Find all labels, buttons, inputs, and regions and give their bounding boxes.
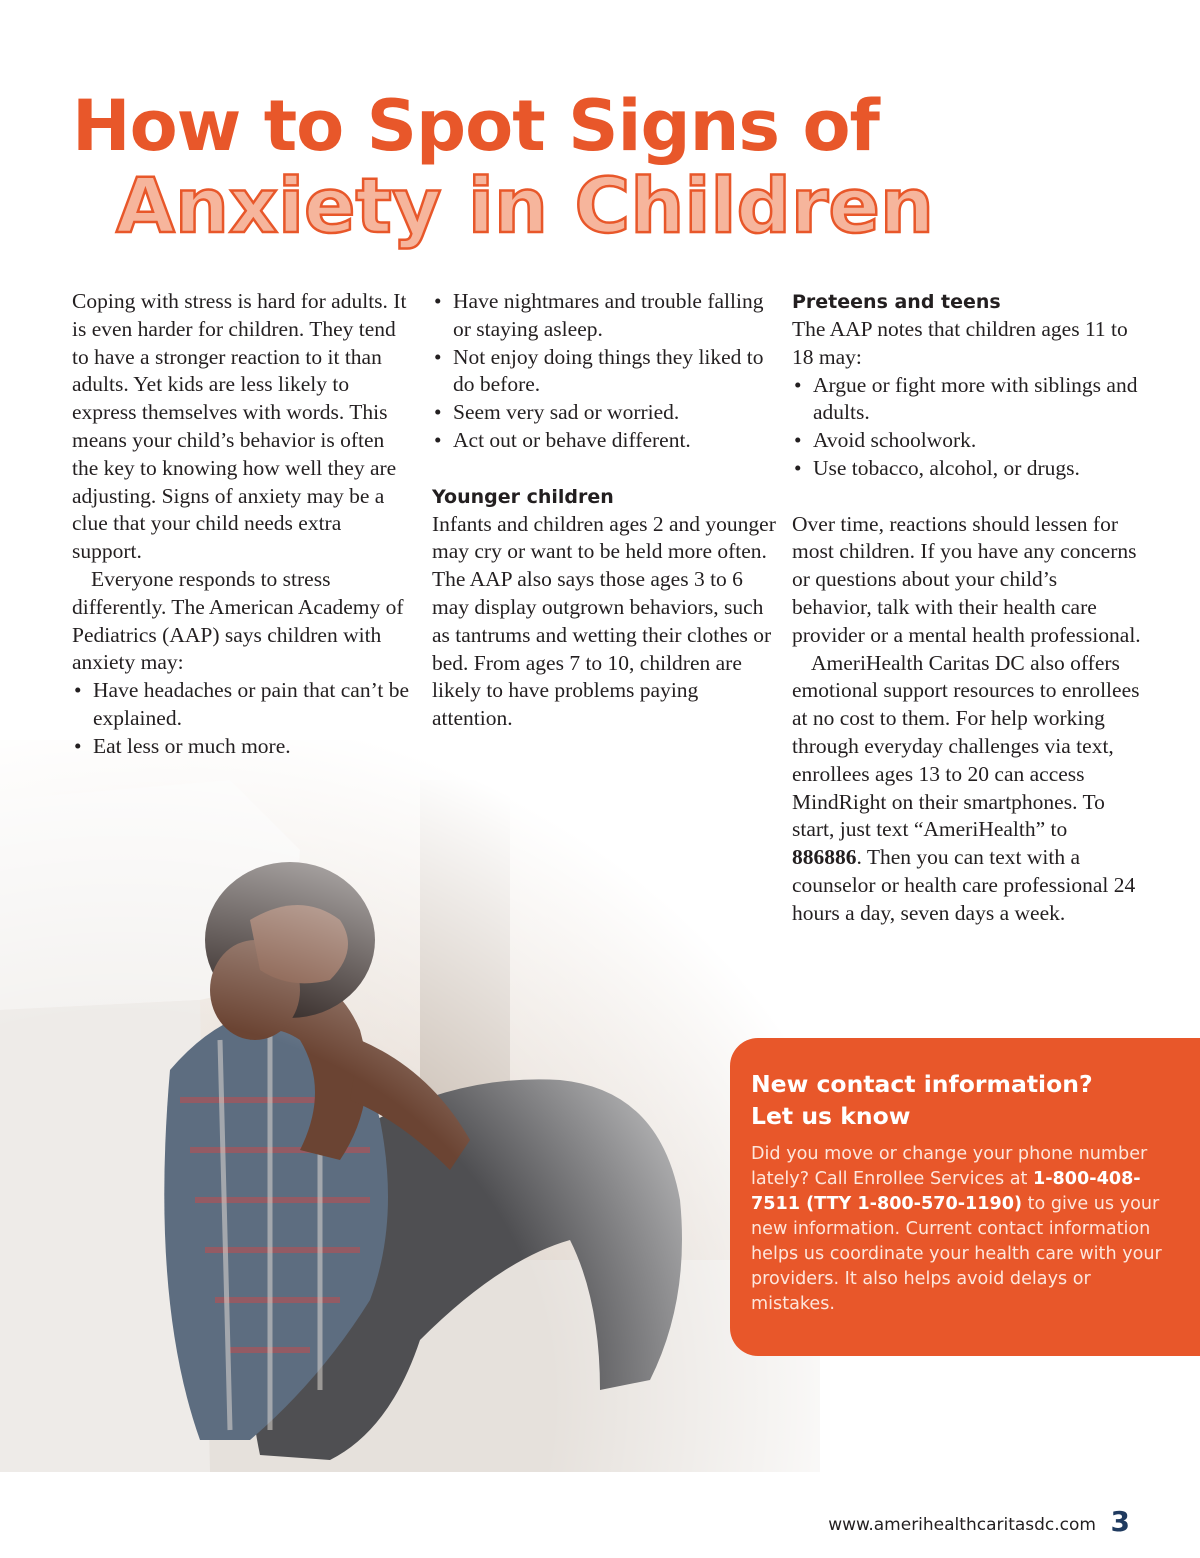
page-number: 3 bbox=[1110, 1505, 1130, 1538]
contact-callout-title bbox=[751, 1068, 1180, 1132]
column-3 bbox=[792, 288, 1142, 928]
column-1 bbox=[72, 288, 412, 761]
preteens-heading: Preteens and teens bbox=[792, 291, 1001, 313]
aap-paragraph: Everyone responds to stress differently. The American Academy of Pediatrics (AAP) says children with anxiety may: bbox=[72, 566, 404, 675]
amerihealth-text-after: . Then you can text with a counselor or health care professional 24 hours a day, seven days a week. bbox=[792, 845, 1136, 925]
anxiety-signs-list-1 bbox=[72, 677, 412, 760]
contact-info-callout bbox=[730, 1038, 1200, 1356]
contact-title-line2: Let us know bbox=[751, 1102, 911, 1130]
over-time-paragraph: Over time, reactions should lessen for most children. If you have any concerns or questions about your child’s behavior, talk with their health care provider or a mental health professional. bbox=[792, 511, 1141, 647]
list-item: • Have headaches or pain that can’t be explained. bbox=[72, 677, 412, 733]
list-item: • Argue or fight more with siblings and adults. bbox=[792, 372, 1142, 428]
list-item: • Eat less or much more. bbox=[72, 733, 412, 761]
child-photo bbox=[0, 740, 820, 1472]
list-item: • Not enjoy doing things they liked to do before. bbox=[432, 344, 777, 400]
page-title-line1: How to Spot Signs of bbox=[72, 85, 880, 167]
contact-callout-body bbox=[751, 1142, 1180, 1317]
list-item: • Have nightmares and trouble falling or staying asleep. bbox=[432, 288, 777, 344]
mindright-text-number: 886886 bbox=[792, 845, 857, 870]
contact-body-before: Did you move or change your phone number lately? Call Enrollee Services at bbox=[751, 1144, 1148, 1189]
footer-website-url: www.amerihealthcaritasdc.com bbox=[828, 1515, 1096, 1535]
list-item: • Use tobacco, alcohol, or drugs. bbox=[792, 455, 1142, 483]
contact-title-line1: New contact information? bbox=[751, 1070, 1093, 1098]
intro-paragraph: Coping with stress is hard for adults. It is even harder for children. They tend to have a stronger reaction to it than adults. Yet kids are less likely to express themselves with words. This means your child’s behavior is often the key to knowing how well they are adjusting. Signs of anxiety may be a clue that your child needs extra support. bbox=[72, 289, 407, 564]
page-title-line2: Anxiety in Children bbox=[116, 161, 935, 250]
younger-children-heading: Younger children bbox=[432, 485, 614, 508]
amerihealth-text-before: AmeriHealth Caritas DC also offers emotional support resources to enrollees at no cost to them. For help working through everyday challenges via text, enrollees ages 13 to 20 can access MindRight on their smartphones. To start, just text “AmeriHealth” to bbox=[792, 650, 1140, 842]
list-item: • Act out or behave different. bbox=[432, 427, 777, 455]
preteens-signs-list bbox=[792, 372, 1142, 483]
child-photo-illustration bbox=[0, 740, 820, 1472]
column-2 bbox=[432, 288, 777, 733]
amerihealth-paragraph bbox=[792, 650, 1142, 928]
younger-children-paragraph: Infants and children ages 2 and younger may cry or want to be held more often. The AAP also says those ages 3 to 6 may display outgrown behaviors, such as tantrums and wetting their clothes or bed. From ages 7 to 10, children are likely to have problems paying attention. bbox=[432, 511, 776, 731]
list-item: • Avoid schoolwork. bbox=[792, 427, 1142, 455]
enrollee-services-phone: 1-800-408-7511 (TTY 1-800-570-1190) bbox=[751, 1169, 1141, 1214]
anxiety-signs-list-2 bbox=[432, 288, 777, 455]
list-item: • Seem very sad or worried. bbox=[432, 399, 777, 427]
contact-body-after: to give us your new information. Current contact information helps us coordinate your health care with your providers. It also helps avoid delays or mistakes. bbox=[751, 1194, 1162, 1314]
preteens-intro: The AAP notes that children ages 11 to 18 may: bbox=[792, 317, 1128, 369]
